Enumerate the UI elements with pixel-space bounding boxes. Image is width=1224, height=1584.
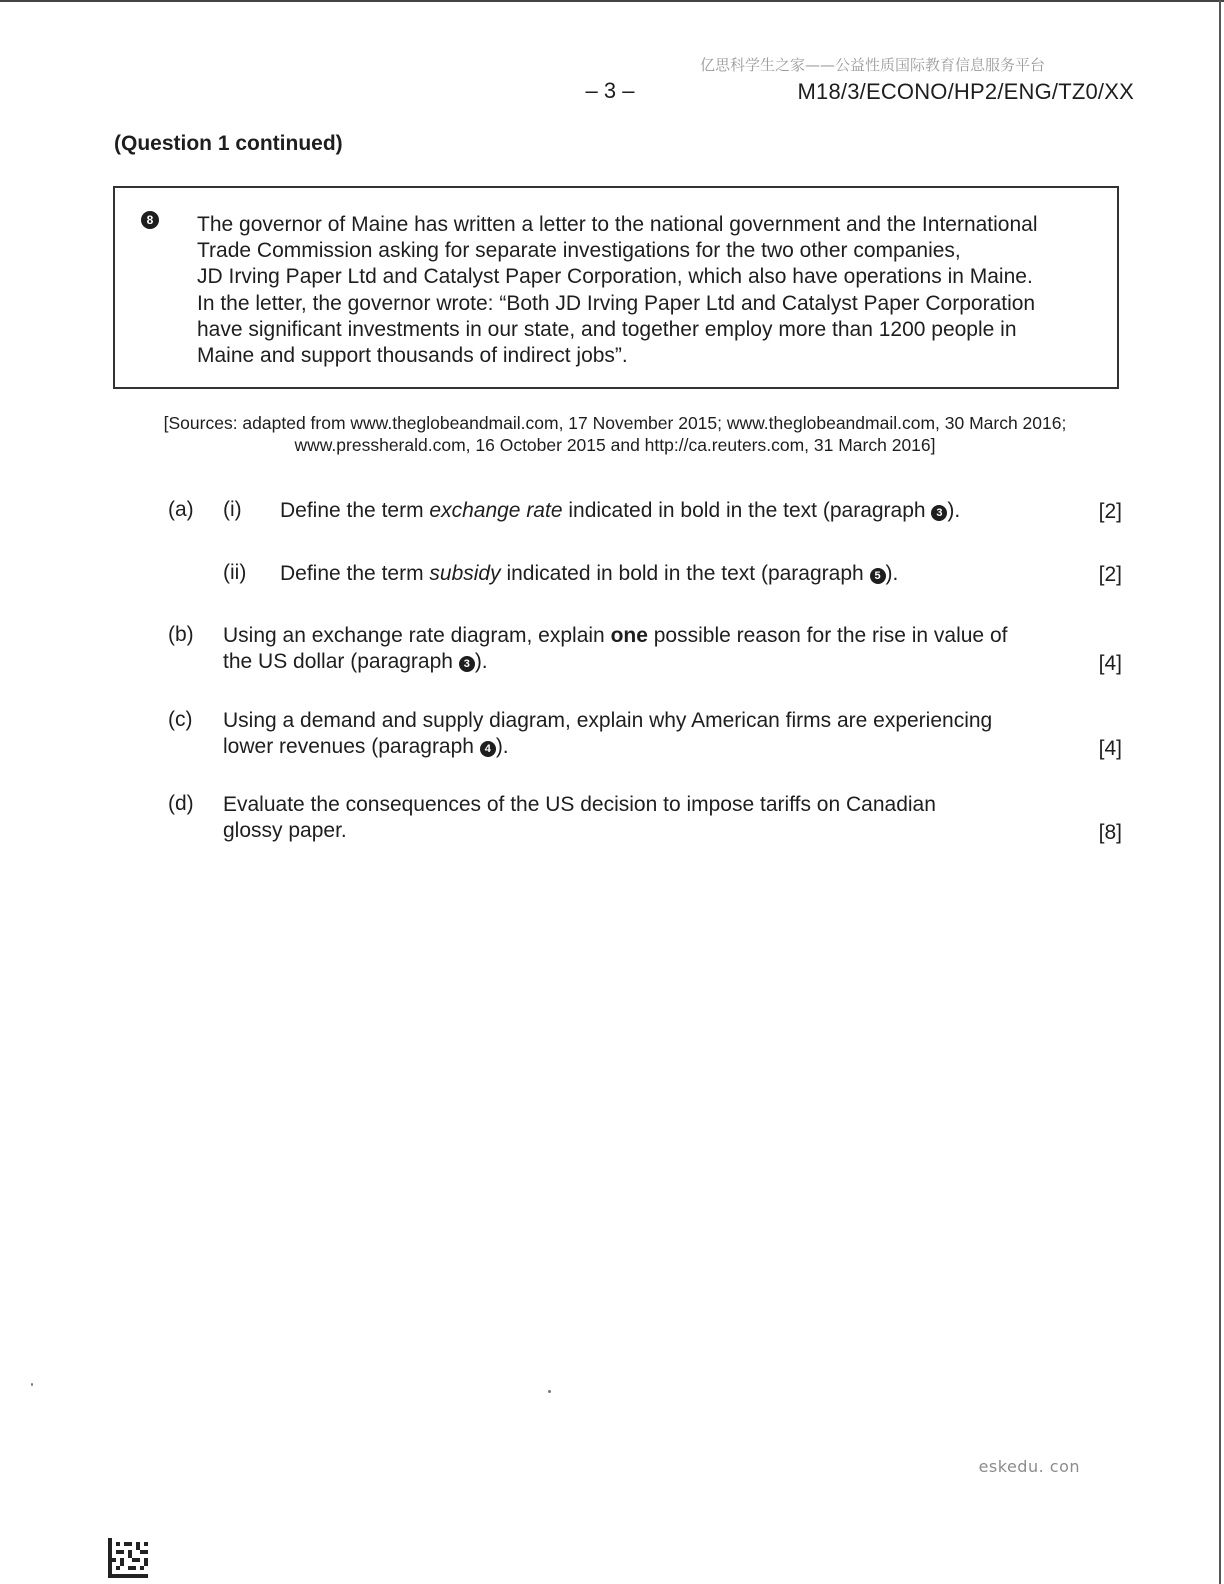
passage-line: Maine and support thousands of indirect jobs”.: [197, 344, 628, 368]
sources-citation: [130, 412, 1100, 456]
paragraph-3-icon: 3: [459, 656, 475, 672]
paragraph-5-icon: 5: [870, 568, 886, 584]
question-a-ii-text: Define the term subsidy indicated in bold in the text (paragraph 5 ).: [280, 562, 899, 585]
passage-line: JD Irving Paper Ltd and Catalyst Paper Corporation, which also have operations in Maine.: [197, 265, 1033, 289]
section-title: (Question 1 continued): [114, 132, 343, 155]
qr-code-icon: [108, 1538, 148, 1578]
sources-line-1: [Sources: adapted from www.theglobeandmail.com, 17 November 2015; www.theglobeandmail.com, 30 March 2016;: [163, 413, 1067, 433]
paragraph-marker-icon: 8: [141, 211, 159, 229]
passage-line: The governor of Maine has written a letter to the national government and the International: [197, 213, 1038, 236]
marks-b: [4]: [1098, 652, 1122, 675]
passage-text: [197, 212, 1097, 369]
question-b-label: (b): [168, 623, 194, 646]
passage-line: In the letter, the governor wrote: “Both JD Irving Paper Ltd and Catalyst Paper Corporation: [197, 291, 1036, 315]
marks-a-ii: [2]: [1098, 563, 1122, 586]
top-border: [0, 0, 1224, 2]
marks-d: [8]: [1098, 821, 1122, 844]
question-d-label: (d): [168, 792, 194, 815]
term-exchange-rate: exchange rate: [429, 499, 563, 522]
paragraph-4-icon: 4: [480, 741, 496, 757]
scan-speck: [548, 1390, 551, 1393]
passage-line: have significant investments in our state, and together employ more than 1200 people in: [197, 317, 1017, 341]
paper-code: M18/3/ECONO/HP2/ENG/TZ0/XX: [797, 79, 1134, 104]
paragraph-3-icon: 3: [931, 505, 947, 521]
term-subsidy: subsidy: [429, 562, 501, 585]
right-border: [1219, 0, 1221, 1584]
page-number: – 3 –: [585, 78, 635, 103]
sources-line-2: www.pressherald.com, 16 October 2015 and http://ca.reuters.com, 31 March 2016]: [294, 435, 936, 455]
question-b-text: Using an exchange rate diagram, explain one possible reason for the rise in value of the US dollar (paragraph 3 ).: [223, 624, 1008, 673]
footer-watermark: eskedu. con: [978, 1457, 1080, 1476]
question-a-i-label: (i): [223, 498, 242, 521]
question-a-ii-label: (ii): [223, 561, 247, 584]
header-watermark: 亿思科学生之家——公益性质国际教育信息服务平台: [700, 56, 1046, 74]
passage-line: Trade Commission asking for separate investigations for the two other companies,: [197, 239, 961, 263]
question-c-label: (c): [168, 708, 193, 731]
question-d-text: Evaluate the consequences of the US decision to impose tariffs on Canadian glossy paper.: [223, 793, 936, 842]
question-a-i-text: Define the term exchange rate indicated in bold in the text (paragraph 3 ).: [280, 499, 961, 522]
question-c-text: Using a demand and supply diagram, explain why American firms are experiencing lower revenues (paragraph 4 ).: [223, 709, 993, 758]
marks-c: [4]: [1098, 737, 1122, 760]
question-a-label: (a): [168, 498, 194, 521]
scan-speck: [31, 1383, 33, 1386]
marks-a-i: [2]: [1098, 500, 1122, 523]
